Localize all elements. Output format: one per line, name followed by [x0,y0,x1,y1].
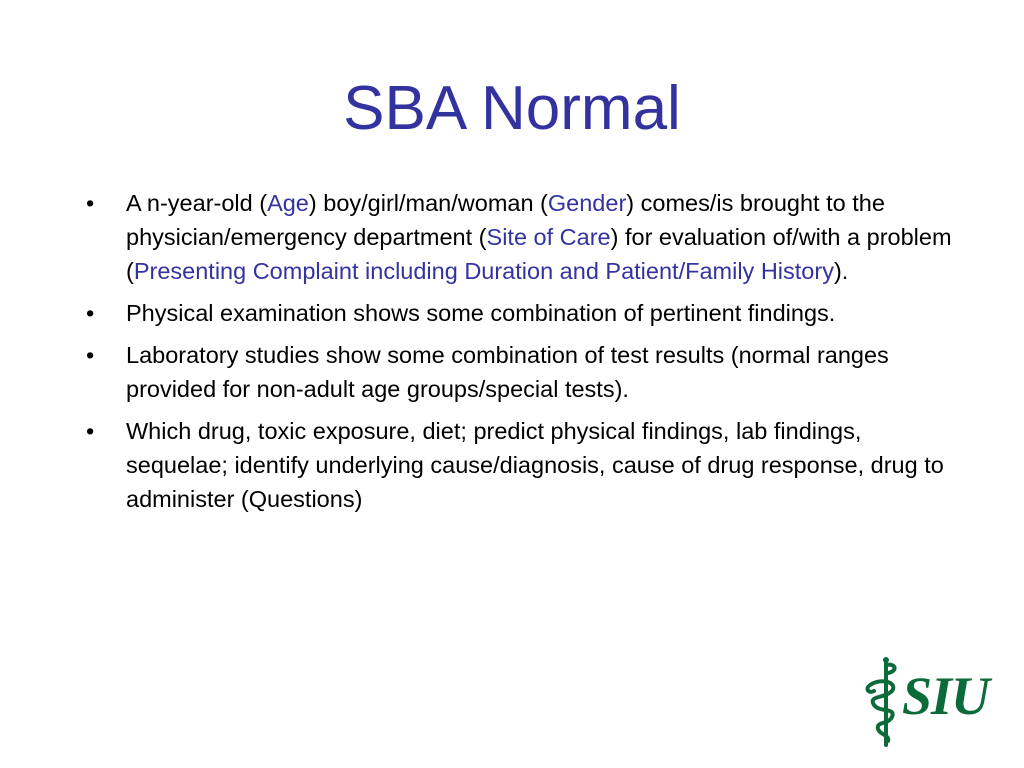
bullet-item [86,338,966,406]
text-run: ) for evaluation of/with a problem ( [126,224,952,284]
bullet-item [86,296,966,330]
text-run: ) boy/girl/man/woman ( [308,190,548,216]
slide-title: SBA Normal [343,74,681,143]
highlight-presenting-complaint: Presenting Complaint including Duration and Patient/Family History [133,258,834,284]
highlight-gender: Gender [547,190,627,216]
caduceus-icon [862,655,906,747]
siu-logo [862,655,1006,747]
bullet-marker: • [86,418,95,444]
bullet-marker: • [86,342,95,368]
bullet-item [86,186,966,288]
bullet-text [126,190,952,284]
highlight-site-of-care: Site of Care [486,224,611,250]
bullet-item [86,414,966,516]
text-run: ). [833,258,849,284]
bullet-text: Laboratory studies show some combination of test results (normal ranges provided for non-adult age groups/special tests). [126,342,889,402]
bullet-text: Physical examination shows some combination of pertinent findings. [126,300,836,326]
bullet-marker: • [86,300,95,326]
logo-text: SIU [902,666,990,726]
bullet-marker: • [86,190,95,216]
text-run: ) comes/is brought to the physician/emergency department ( [126,190,885,250]
bullet-list [86,186,966,524]
highlight-age: Age [267,190,309,216]
bullet-text: Which drug, toxic exposure, diet; predict physical findings, lab findings, sequelae; identify underlying cause/diagnosis, cause of drug response, drug to administer (Questions) [126,418,944,512]
text-run: A n-year-old ( [126,190,268,216]
